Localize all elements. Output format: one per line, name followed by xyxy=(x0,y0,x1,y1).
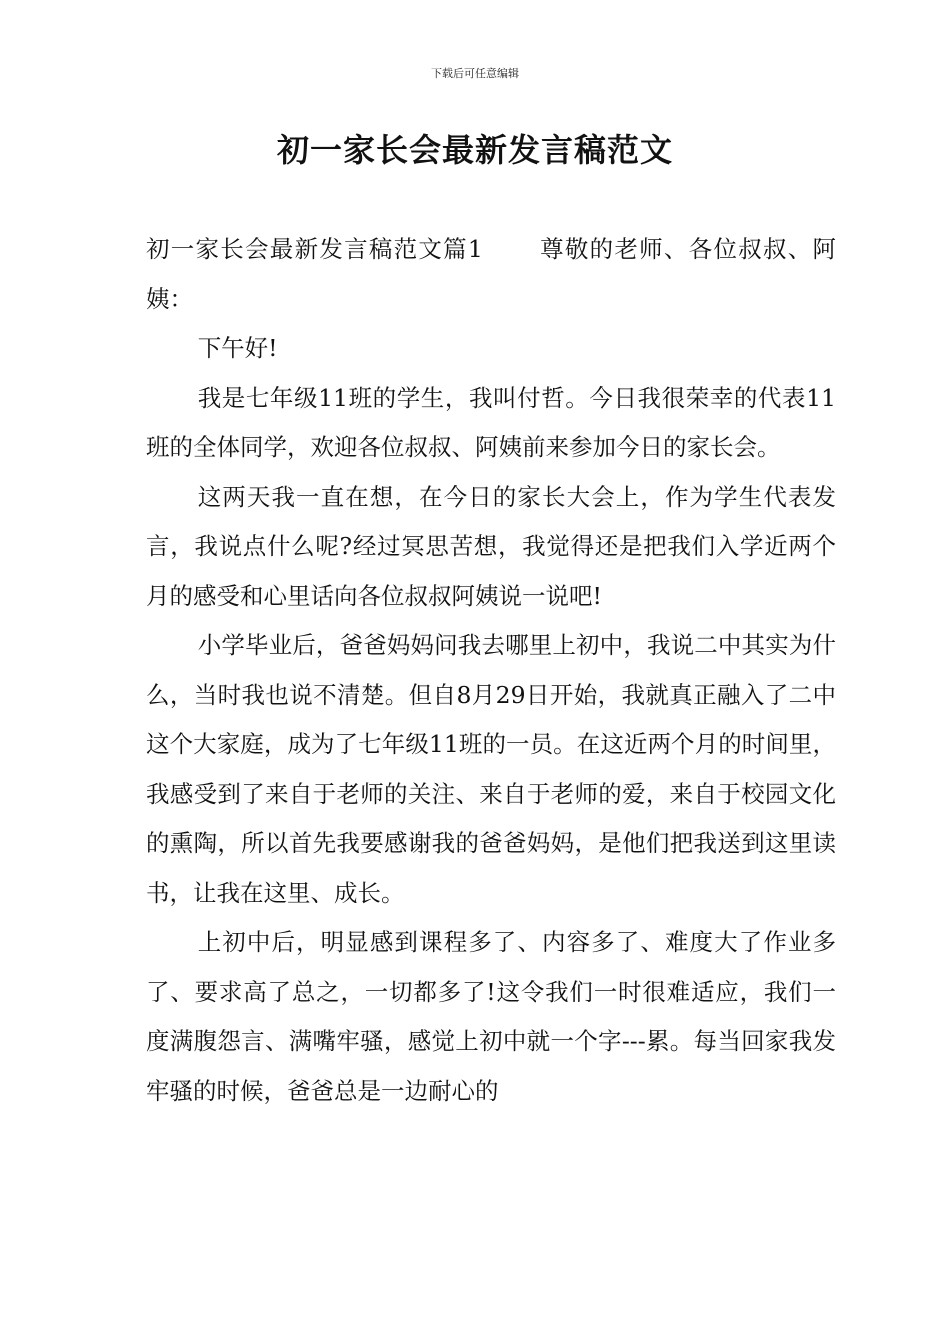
paragraph-greeting: 下午好! xyxy=(197,334,278,362)
section-label: 初一家长会最新发言稿范文篇1 xyxy=(146,235,483,263)
opening-line xyxy=(146,225,836,324)
document-title: 初一家长会最新发言稿范文 xyxy=(276,131,673,169)
paragraph-introduction: 我是七年级11班的学生，我叫付哲。今日我很荣幸的代表11班的全体同学，欢迎各位叔叔、阿姨前来参加今日的家长会。 xyxy=(146,383,836,461)
paragraph-gratitude: 小学毕业后，爸爸妈妈问我去哪里上初中，我说二中其实为什么，当时我也说不清楚。但自8月29日开始，我就真正融入了二中这个大家庭，成为了七年级11班的一员。在这近两个月的时间里，我感受到了来自于老师的关注、来自于老师的爱，来自于校园文化的熏陶，所以首先我要感谢我的爸爸妈妈，是他们把我送到这里读书，让我在这里、成长。 xyxy=(146,631,836,907)
document-body xyxy=(146,225,836,1116)
header-note: 下载后可任意编辑 xyxy=(431,67,519,80)
paragraph-reflection: 这两天我一直在想，在今日的家长大会上，作为学生代表发言，我说点什么呢?经过冥思苦想，我觉得还是把我们入学近两个月的感受和心里话向各位叔叔阿姨说一说吧! xyxy=(146,482,836,610)
paragraph-challenges: 上初中后，明显感到课程多了、内容多了、难度大了作业多了、要求高了总之，一切都多了!这令我们一时很难适应，我们一度满腹怨言、满嘴牢骚，感觉上初中就一个字---累。每当回家我发牢骚的时候，爸爸总是一边耐心的 xyxy=(146,928,836,1105)
salutation: 尊敬的老师、各位叔叔、阿姨： xyxy=(146,235,837,313)
